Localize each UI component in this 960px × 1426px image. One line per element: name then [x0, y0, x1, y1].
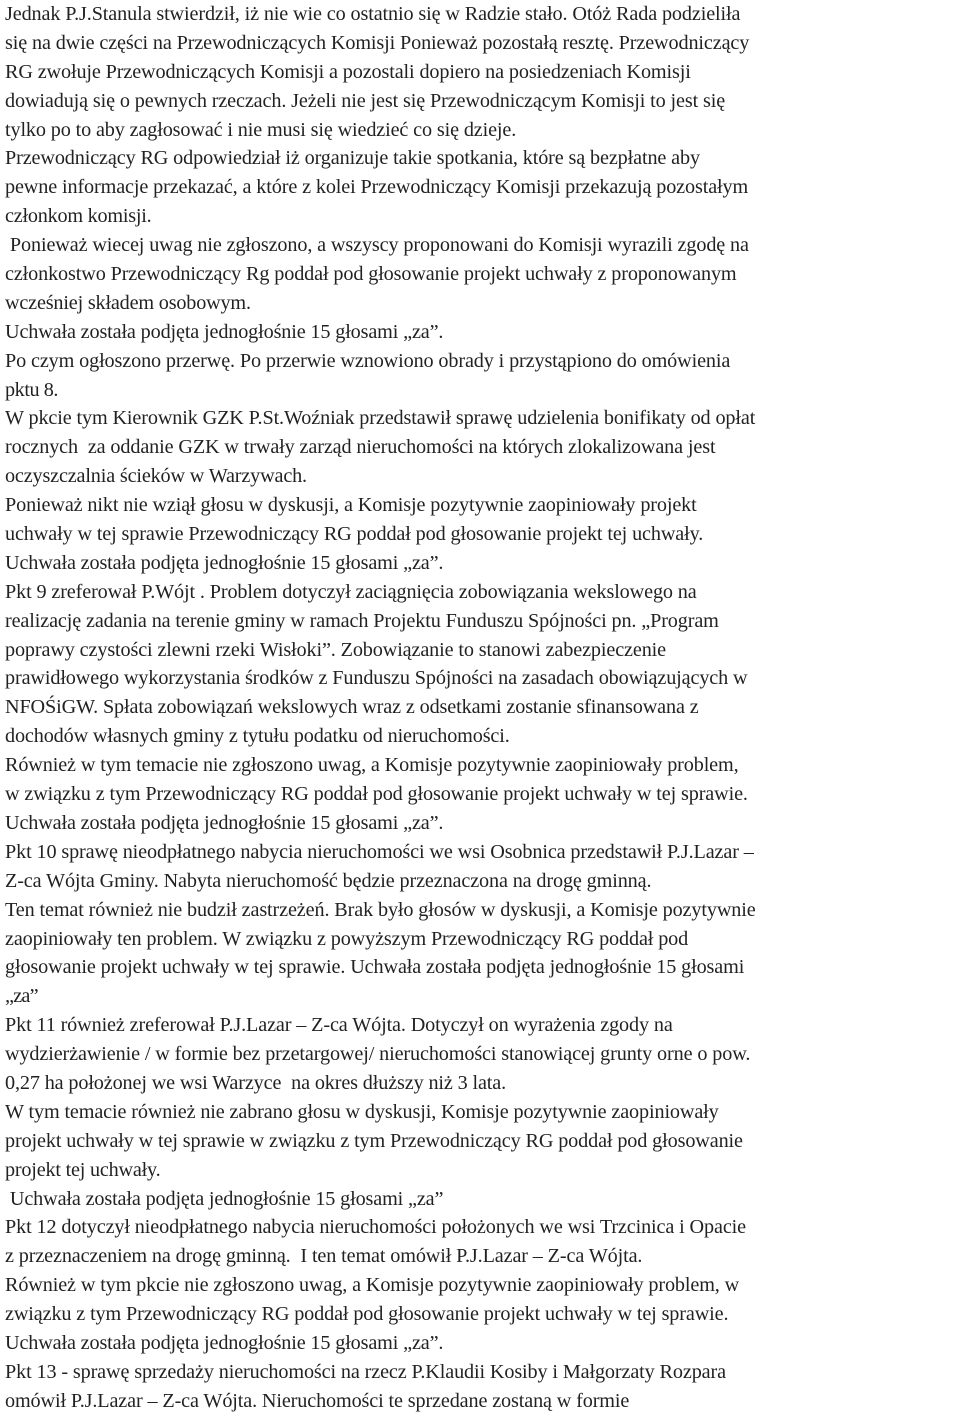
text-line: pktu 8. — [5, 378, 59, 401]
text-line: się na dwie części na Przewodniczących Komisji Ponieważ pozostałą resztę. Przewodniczący — [5, 31, 750, 54]
text-line: członkostwo Przewodniczący Rg poddał pod głosowanie projekt uchwały z proponowanym — [5, 263, 737, 286]
text-line: W tym temacie również nie zabrano głosu w dyskusji, Komisje pozytywnie zaopiniowały — [5, 1100, 719, 1123]
text-line: w związku z tym Przewodniczący RG poddał pod głosowanie projekt uchwały w tej sprawie. — [5, 783, 748, 806]
text-line: poprawy czystości zlewni rzeki Wisłoki”. Zobowiązanie to stanowi zabezpieczenie — [5, 638, 666, 661]
text-line: związku z tym Przewodniczący RG poddał pod głosowanie projekt uchwały w tej sprawie. — [5, 1303, 729, 1326]
text-line: Przewodniczący RG odpowiedział iż organizuje takie spotkania, które są bezpłatne aby — [5, 147, 700, 170]
text-line: pewne informacje przekazać, a które z kolei Przewodniczący Komisji przekazują pozostałym — [5, 176, 749, 199]
text-line: Pkt 13 - sprawę sprzedaży nieruchomości na rzecz P.Klaudii Kosiby i Małgorzaty Rozpara — [5, 1360, 726, 1383]
text-line: Ponieważ nikt nie wziął głosu w dyskusji, a Komisje pozytywnie zaopiniowały projekt — [5, 494, 697, 517]
text-line: tylko po to aby zagłosować i nie musi się wiedzieć co się dzieje. — [5, 118, 517, 141]
text-line: Z-ca Wójta Gminy. Nabyta nieruchomość będzie przeznaczona na drogę gminną. — [5, 869, 652, 892]
text-line: Uchwała została podjęta jednogłośnie 15 głosami „za” — [5, 1187, 444, 1210]
text-line: Również w tym pkcie nie zgłoszono uwag, a Komisje pozytywnie zaopiniowały problem, w — [5, 1274, 740, 1297]
text-line: Ponieważ wiecej uwag nie zgłoszono, a wszyscy proponowani do Komisji wyrazili zgodę na — [5, 234, 749, 257]
text-line: projekt uchwały w tej sprawie w związku z tym Przewodniczący RG poddał pod głosowanie — [5, 1129, 743, 1152]
text-line: realizację zadania na terenie gminy w ramach Projektu Funduszu Spójności pn. „Program — [5, 609, 719, 632]
text-line: wcześniej składem osobowym. — [5, 291, 251, 314]
text-line: Uchwała została podjęta jednogłośnie 15 głosami „za”. — [5, 811, 444, 834]
text-line: uchwały w tej sprawie Przewodniczący RG poddał pod głosowanie projekt tej uchwały. — [5, 523, 704, 546]
text-line: 0,27 ha położonej we wsi Warzyce na okres dłuższy niż 3 lata. — [5, 1071, 507, 1094]
document-page — [5, 0, 960, 1416]
text-line: projekt tej uchwały. — [5, 1158, 161, 1181]
text-line: Uchwała została podjęta jednogłośnie 15 głosami „za”. — [5, 1331, 444, 1354]
text-line: oczyszczalnia ścieków w Warzywach. — [5, 465, 307, 488]
text-line: Jednak P.J.Stanula stwierdził, iż nie wie co ostatnio się w Radzie stało. Otóż Rada podzieliła — [5, 3, 741, 25]
text-line: Pkt 12 dotyczył nieodpłatnego nabycia nieruchomości położonych we wsi Trzcinica i Opacie — [5, 1216, 746, 1239]
text-line: Również w tym temacie nie zgłoszono uwag, a Komisje pozytywnie zaopiniowały problem, — [5, 754, 739, 777]
text-line: omówił P.J.Lazar – Z-ca Wójta. Nieruchomości te sprzedane zostaną w formie — [5, 1389, 630, 1412]
text-line: Uchwała została podjęta jednogłośnie 15 głosami „za”. — [5, 320, 444, 343]
text-line: rocznych za oddanie GZK w trwały zarząd nieruchomości na których zlokalizowana jest — [5, 436, 716, 459]
text-line: Uchwała została podjęta jednogłośnie 15 głosami „za”. — [5, 551, 444, 574]
text-line: prawidłowego wykorzystania środków z Funduszu Spójności na zasadach obowiązujących w — [5, 667, 748, 690]
text-line: głosowanie projekt uchwały w tej sprawie. Uchwała została podjęta jednogłośnie 15 głosami — [5, 956, 745, 979]
text-line: dochodów własnych gminy z tytułu podatku od nieruchomości. — [5, 725, 510, 748]
text-line: RG zwołuje Przewodniczących Komisji a pozostali dopiero na posiedzeniach Komisji — [5, 60, 691, 83]
text-line: Pkt 11 również zreferował P.J.Lazar – Z-ca Wójta. Dotyczył on wyrażenia zgody na — [5, 1014, 673, 1037]
text-line: NFOŚiGW. Spłata zobowiązań wekslowych wraz z odsetkami zostanie sfinansowana z — [5, 696, 699, 719]
text-line: członkom komisji. — [5, 205, 152, 228]
text-line: zaopiniowały ten problem. W związku z powyższym Przewodniczący RG poddał pod — [5, 927, 689, 950]
text-line: dowiadują się o pewnych rzeczach. Jeżeli nie jest się Przewodniczącym Komisji to jest się — [5, 89, 726, 112]
text-line: Po czym ogłoszono przerwę. Po przerwie wznowiono obrady i przystąpiono do omówienia — [5, 349, 731, 372]
text-line: wydzierżawienie / w formie bez przetargowej/ nieruchomości stanowiącej grunty orne o pow. — [5, 1043, 751, 1066]
text-line: Pkt 10 sprawę nieodpłatnego nabycia nieruchomości we wsi Osobnica przedstawił P.J.Lazar – — [5, 840, 754, 863]
text-line: Ten temat również nie budził zastrzeżeń. Brak było głosów w dyskusji, a Komisje pozytywnie — [5, 898, 756, 921]
text-line: z przeznaczeniem na drogę gminną. I ten temat omówił P.J.Lazar – Z-ca Wójta. — [5, 1245, 643, 1268]
text-line: Pkt 9 zreferował P.Wójt . Problem dotyczył zaciągnięcia zobowiązania wekslowego na — [5, 580, 697, 603]
text-line: „za” — [5, 985, 38, 1008]
text-line: W pkcie tym Kierownik GZK P.St.Woźniak przedstawił sprawę udzielenia bonifikaty od opłat — [5, 407, 756, 430]
